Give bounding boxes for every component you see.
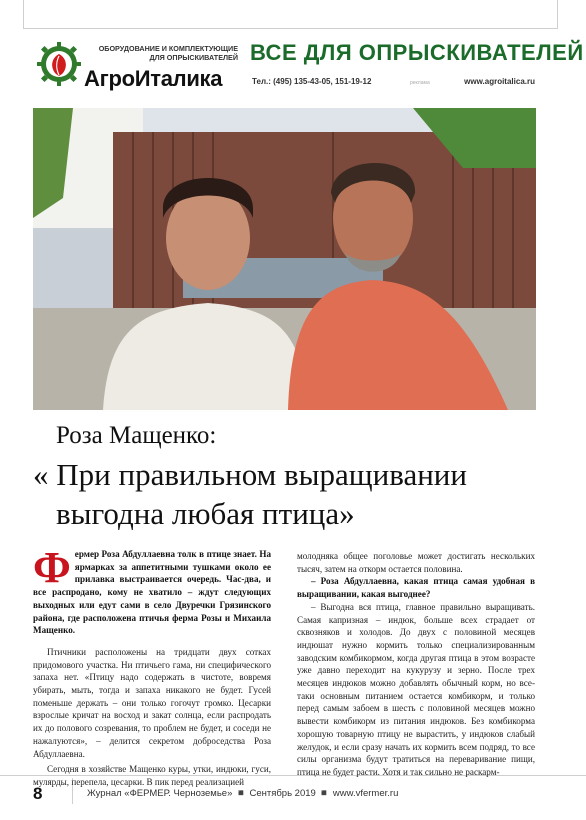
ad-label: реклама (410, 80, 430, 86)
ad-title: ВСЕ ДЛЯ ОПРЫСКИВАТЕЛЕЙ (250, 40, 584, 65)
ad-website-link[interactable]: www.agroitalica.ru (464, 77, 535, 86)
ad-tagline-line: ОБОРУДОВАНИЕ И КОМПЛЕКТУЮЩИЕ (98, 44, 238, 53)
article-headline: « При правильном выращивании (33, 457, 467, 492)
ad-tagline (96, 44, 238, 62)
article-lead-text: ермер Роза Абдуллаевна толк в птице знает. На ярмарках за аппетитными тушками около ее прилавка выстраивается очередь. Час-два, и все распродано, кому не хватило – ждут следующих выходных или едут сами в село Двуречки Грязинского района, где расположена птичья ферма Розы и Михаила Мащенко. (33, 549, 271, 636)
dropcap: Ф (33, 543, 71, 592)
agroitalica-logo-icon (37, 42, 81, 86)
article-paragraph: молодняка общее поголовье может достигать нескольких тысяч, затем на откорм остается половина. (297, 551, 535, 574)
interview-answer: – Выгодна вся птица, главное правильно выращивать. Самая капризная – индюк, больше всех страдает от сквозняков и холодов. До двух с половиной месяцев индюшат нужно кормить только специализированным заводским комбикормом, когда другая птица в этом возрасте уже давно переходит на кукурузу и зерно. После трех месяцев индюков можно добавлять обычный корм, но все-таки основным питанием остается комбикорм, и только перед самым забоем в шесть с половиной месяцев можно вывести комбикорм из питания индюков. Без комбикорма хорошую товарную птицу не вырастить, у индюков слабый желудок, и если сразу начать их кормить всем подряд, то все силы организма будут тратиться на переваривание пищи, птица не будет расти. Хотя и так сильно не раскарм- (297, 601, 535, 777)
article-column-left (33, 543, 271, 789)
ad-brand-name: АгроИталика (84, 66, 223, 91)
ad-phone: Тел.: (495) 135-43-05, 151-19-12 (252, 77, 372, 86)
article-column-right (297, 550, 535, 779)
article-subject-name: Роза Мащенко: (56, 422, 217, 449)
article-lead (33, 543, 271, 637)
interview-question: – Роза Абдуллаевна, какая птица самая удобная в выращивании, какая выгоднее? (297, 576, 535, 600)
page-frame-left (23, 0, 24, 28)
page-number: 8 (33, 784, 43, 803)
footer-credits: Журнал «ФЕРМЕР. Черноземье» ◾ Сентябрь 2019 ◾ www.vfermer.ru (87, 788, 399, 799)
article-photo (33, 108, 536, 410)
article-paragraph: Птичники расположены на тридцати двух сотках придомового участка. Ни птичьего гама, ни специфического запаха нет. «Птицу надо содержать в чистоте, вовремя убирать, мыть, тогда и запаха никакого не будет. Гусей поменьше держать – они только гогочут громко. Цесарки взрослые кричат на восход и закат солнца, если распродать их до полового созревания, то проблем не будет, и соседи не нажалуются», – делится секретом доброседства Роза Абдуллаевна. (33, 646, 271, 759)
article-paragraph: Сегодня в хозяйстве Мащенко куры, утки, индюки, гуси, мулярды, перепела, цесарки. В пик перед реализацией (33, 764, 271, 787)
ad-tagline-line: ДЛЯ ОПРЫСКИВАТЕЛЕЙ (149, 53, 238, 62)
page-frame-right (557, 0, 558, 28)
article-headline: выгодна любая птица» (56, 496, 355, 531)
page-frame-top (23, 28, 558, 29)
